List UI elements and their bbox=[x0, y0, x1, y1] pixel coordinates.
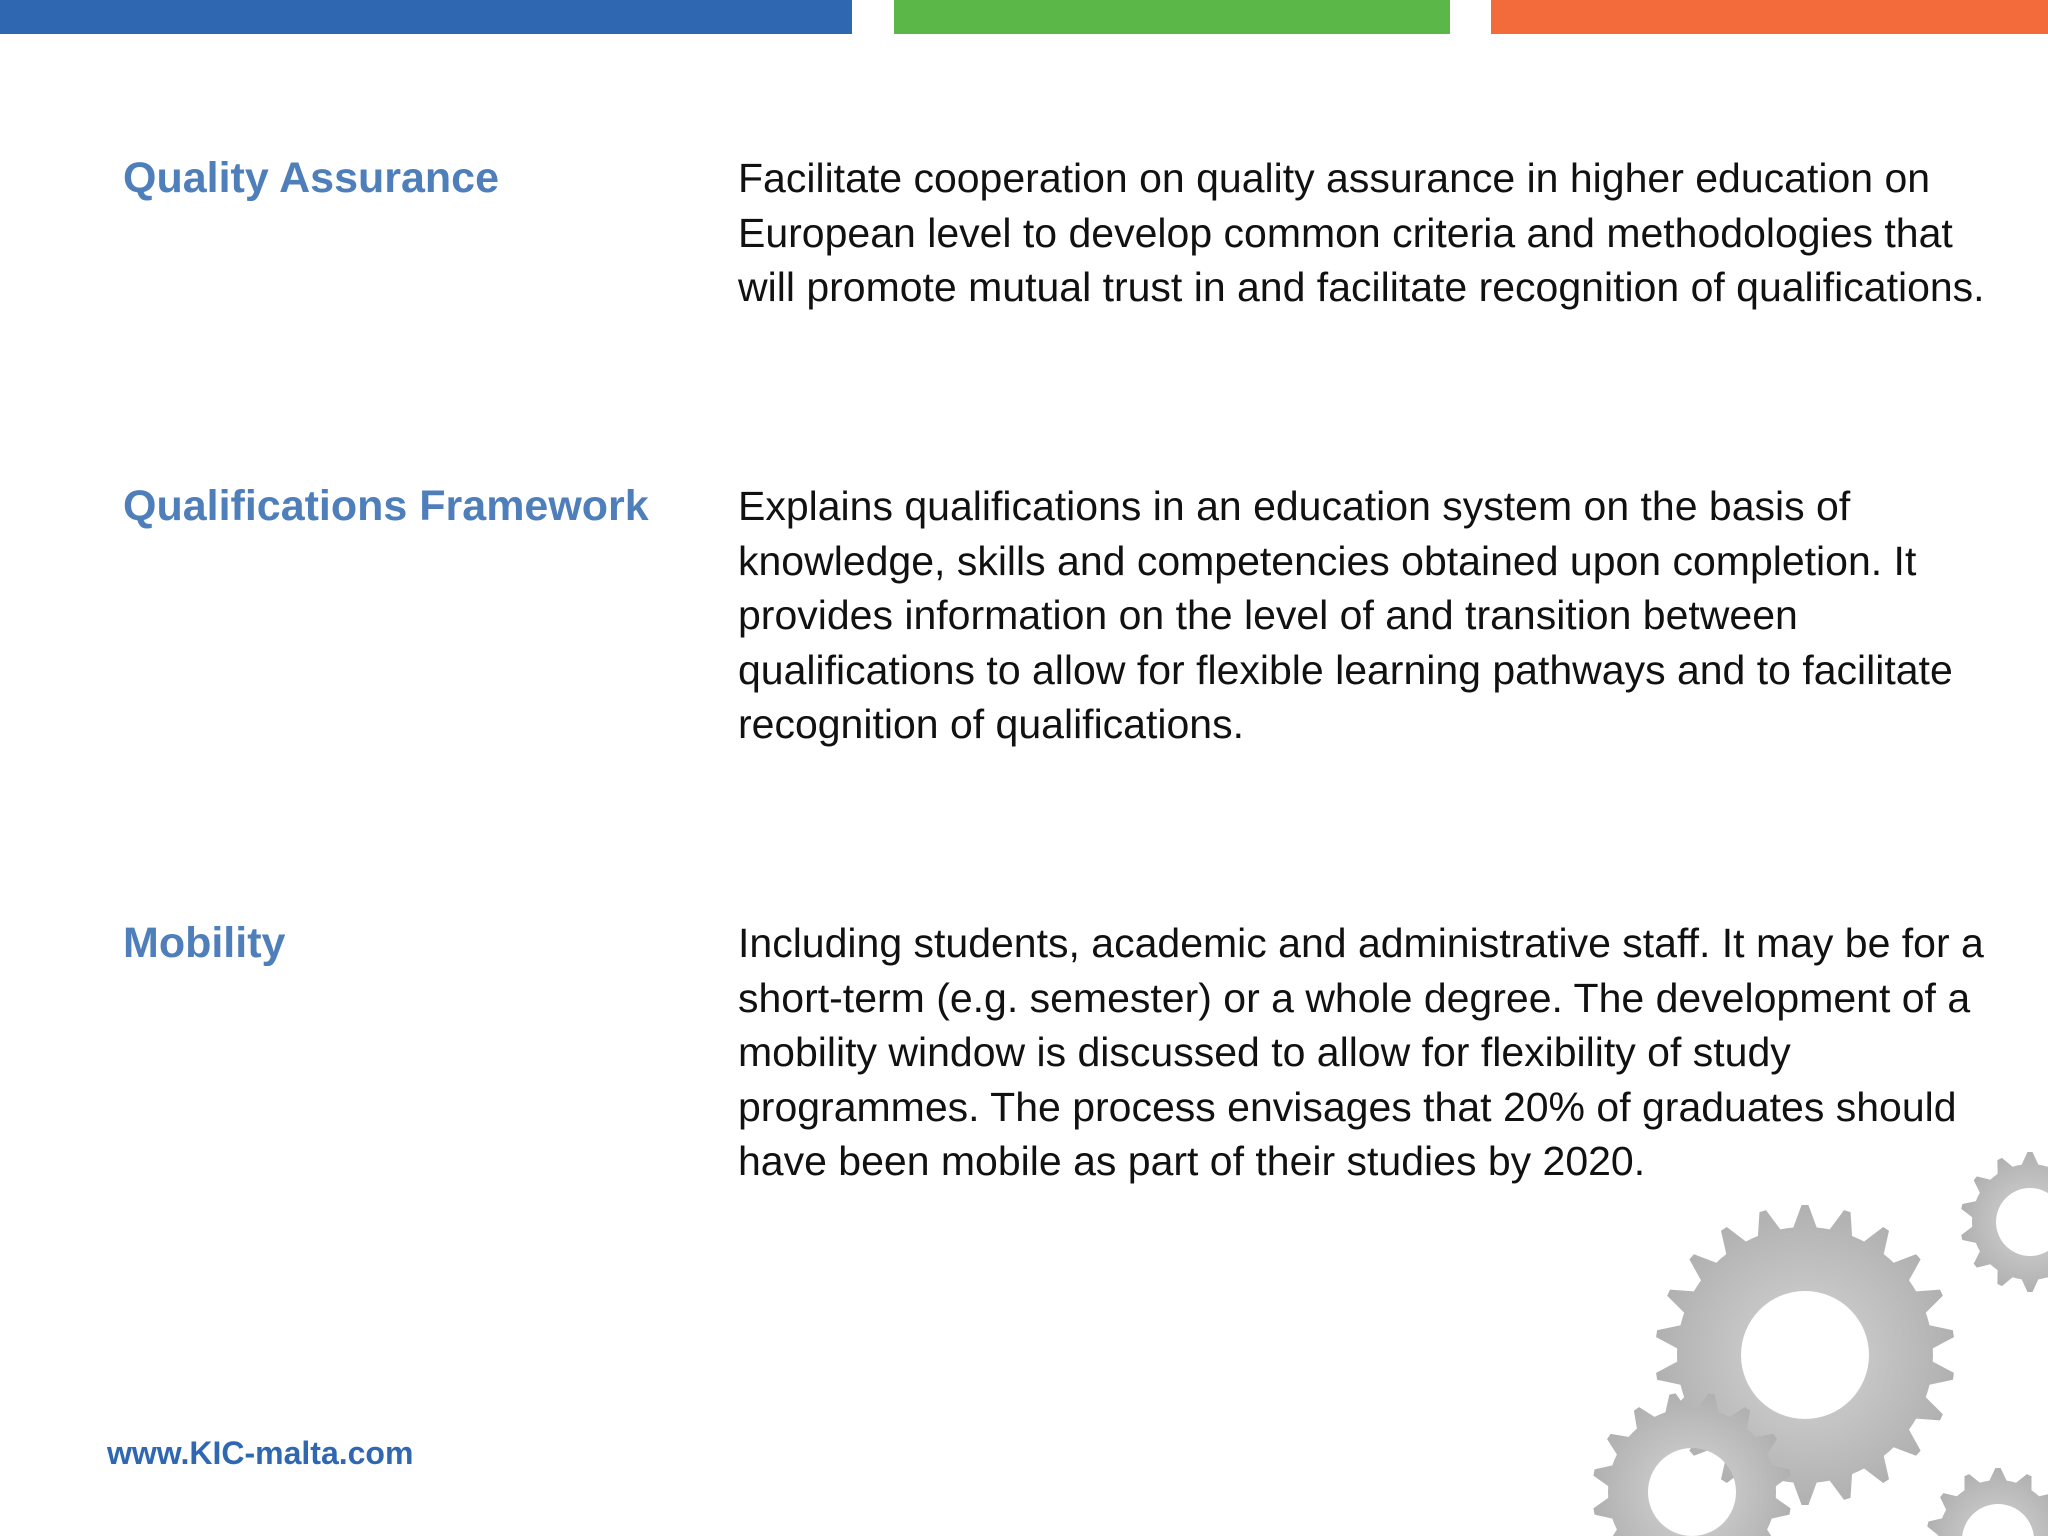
term-quality-assurance: Quality Assurance bbox=[123, 154, 499, 202]
description-qualifications-framework: Explains qualifications in an education system on the basis of knowledge, skills and competencies obtained upon completion. It provides information on the level of and transition between qualifications to allow for flexible learning pathways and to facilitate recognition of qualifications. bbox=[738, 483, 1953, 748]
gear-top-right-shape bbox=[1961, 1152, 2048, 1292]
term-mobility: Mobility bbox=[123, 919, 286, 967]
header-bar-orange bbox=[1491, 0, 2048, 34]
description-mobility: Including students, academic and administrative staff. It may be for a short-term (e.g. semester) or a whole degree. The development of a mobility window is discussed to allow for flexibility of study programmes. The process envisages that 20% of graduates should have been mobile as part of their studies by 2020. bbox=[738, 920, 1984, 1185]
gear-bottom-right-icon bbox=[1927, 1468, 2048, 1536]
header-bar-blue bbox=[0, 0, 852, 34]
gear-top-right-icon bbox=[1961, 1152, 2048, 1292]
description-quality-assurance: Facilitate cooperation on quality assurance in higher education on European level to develop common criteria and methodologies that will promote mutual trust in and facilitate recognition of qualifications. bbox=[738, 155, 1985, 311]
header-bar-green bbox=[894, 0, 1450, 34]
footer-website-link[interactable]: www.KIC-malta.com bbox=[107, 1435, 414, 1471]
gear-bottom-right-shape bbox=[1927, 1468, 2048, 1536]
gear-large-icon bbox=[1656, 1205, 1954, 1505]
gear-large-shape bbox=[1656, 1205, 1954, 1505]
term-qualifications-framework: Qualifications Framework bbox=[123, 482, 649, 530]
gears-icon bbox=[1560, 1140, 2048, 1536]
